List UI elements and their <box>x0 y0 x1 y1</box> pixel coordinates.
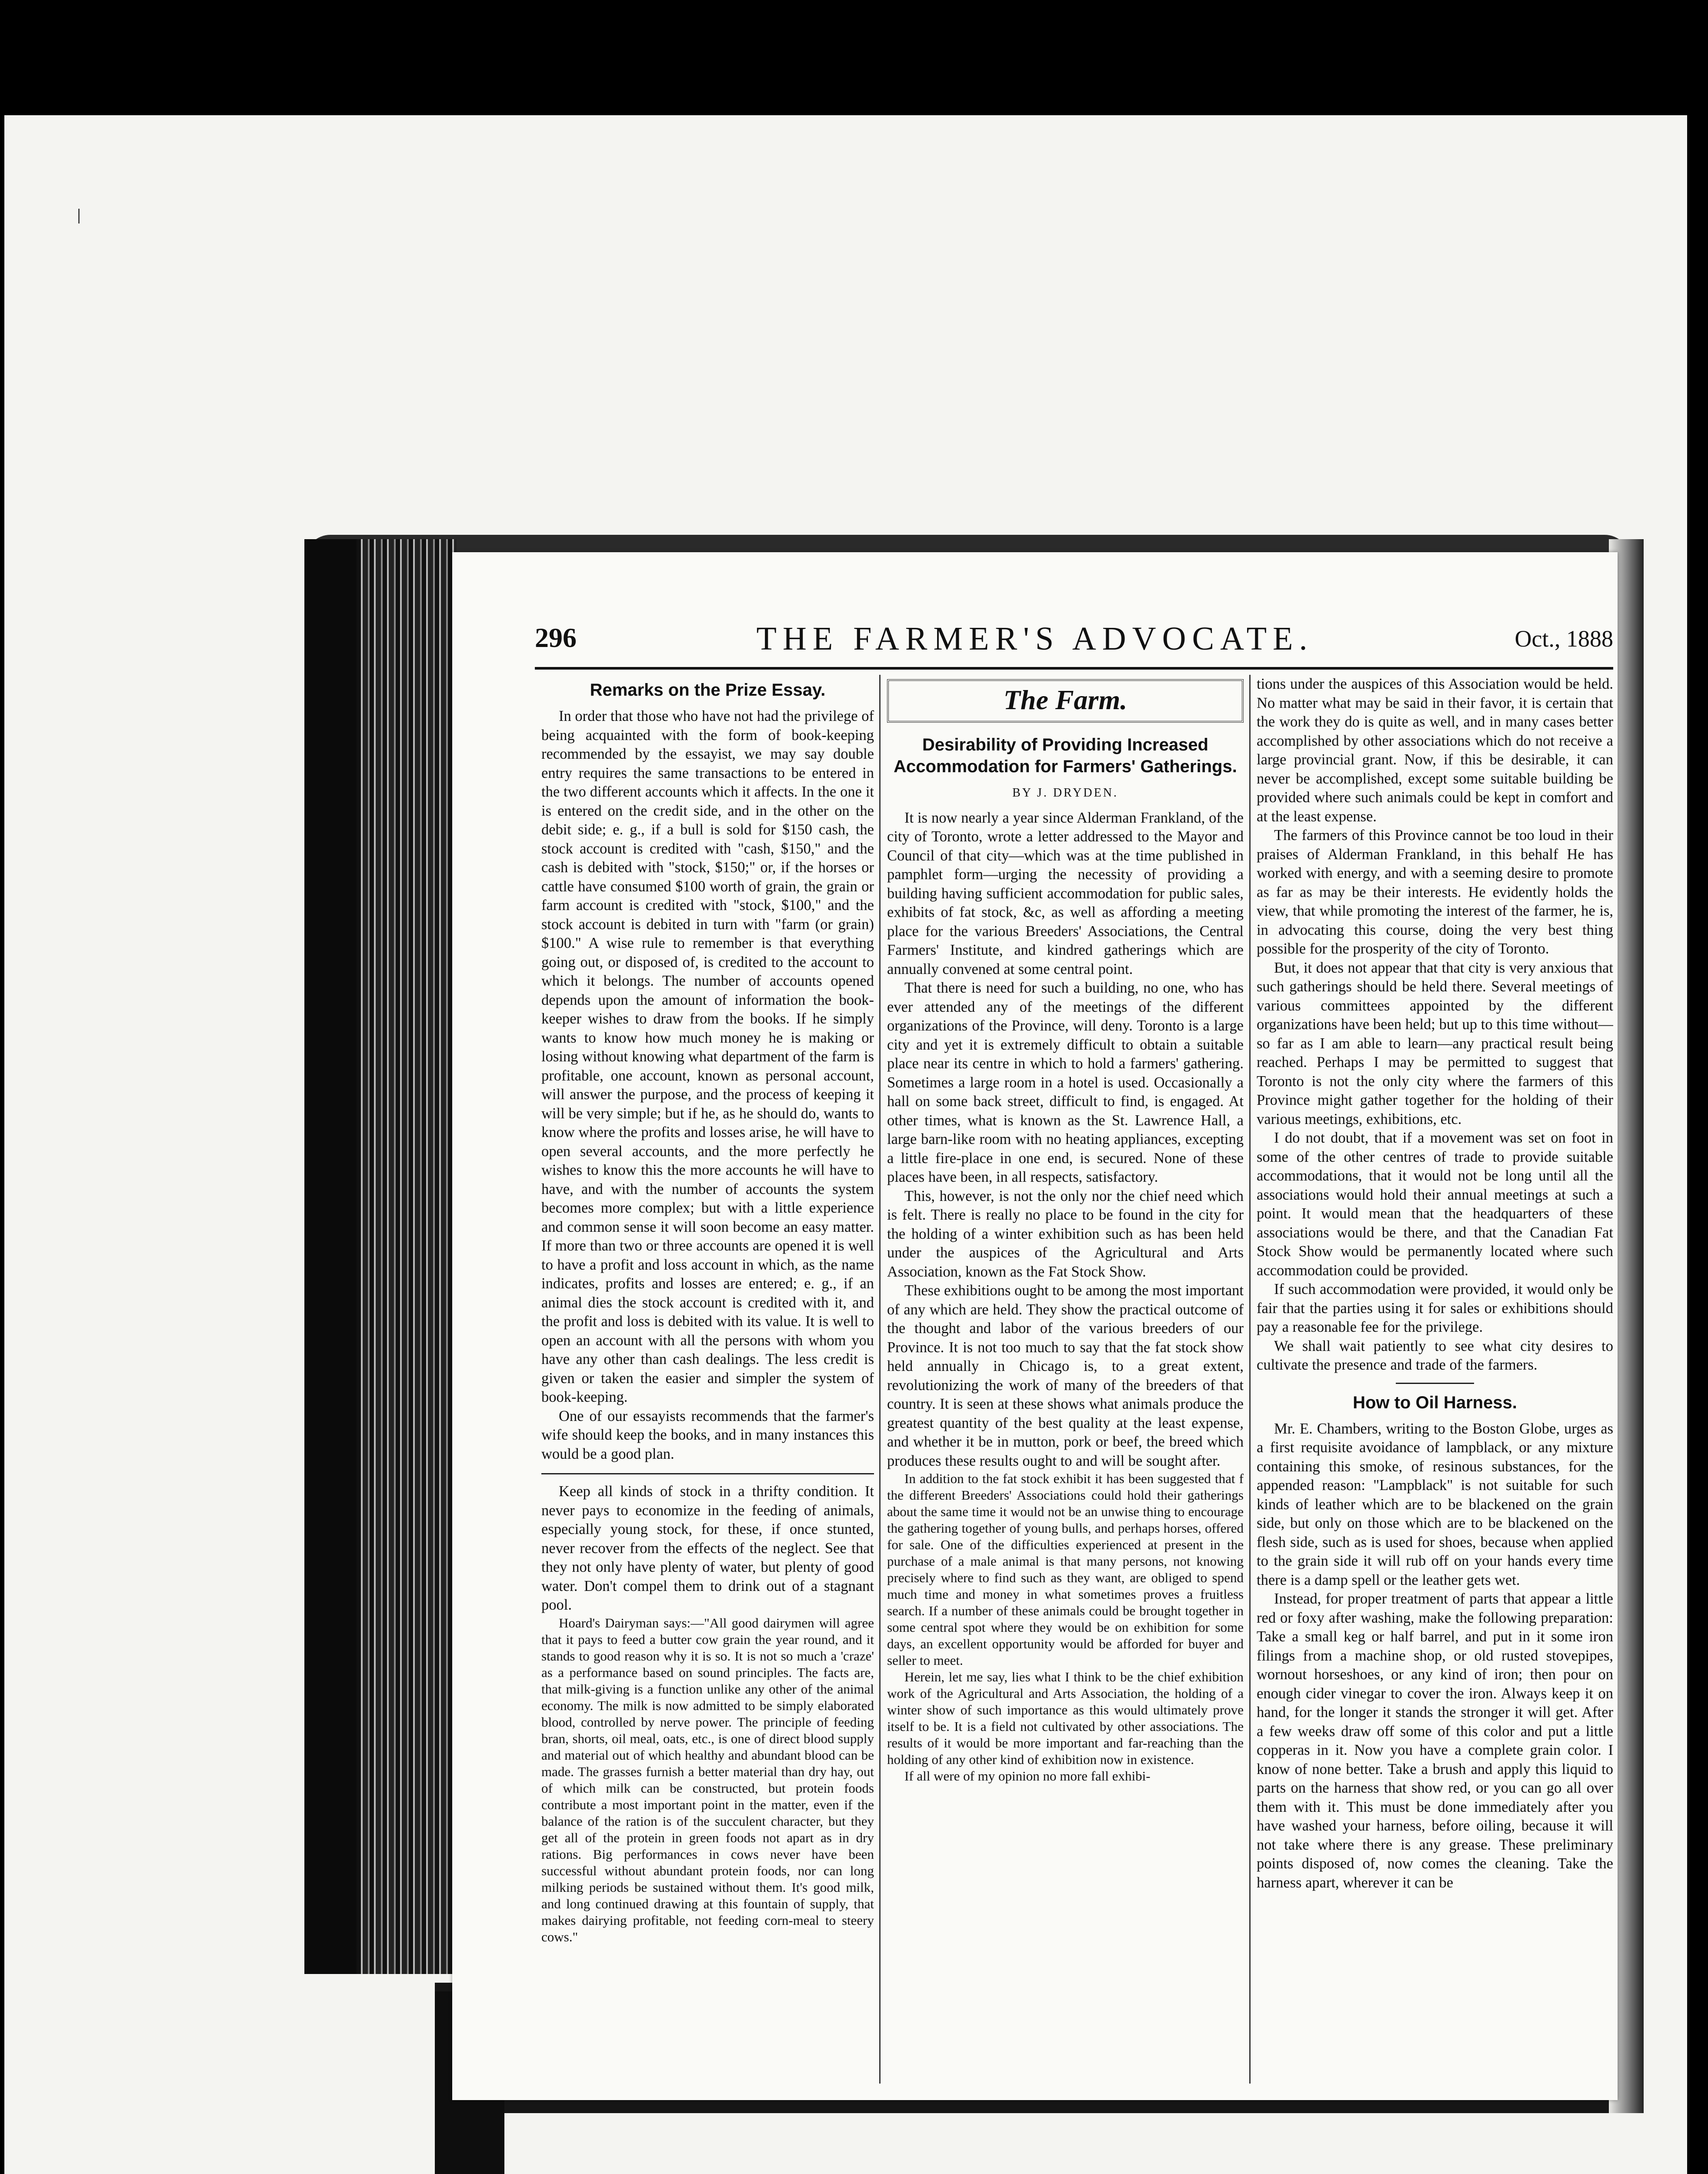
book-spine <box>304 539 357 1974</box>
article-paragraph: But, it does not appear that that city is very anxious that such gatherings should be held there. Several meetings of various committees appointed by the different organizations have been held; but up to this time without—so far as I am able to learn—any practical result being reached. Perhaps I may be permitted to suggest that Toronto is not the only city where the farmers of this Province might gather together for the holding of their various meetings, exhibitions, etc. <box>1257 959 1613 1127</box>
article-paragraph: We shall wait patiently to see what city desires to cultivate the presence and trade of the farmers. <box>1257 1337 1613 1373</box>
article-paragraph: The farmers of this Province cannot be too loud in their praises of Alderman Frankland, in this behalf He has worked with energy, and with a seeming desire to promote as far as may be their interests. He evidently holds the view, that while promoting the interest of the farmer, he is, in advocating this course, doing the very best thing possible for the prosperity of the city of Toronto. <box>1257 827 1613 957</box>
article-paragraph: I do not doubt, that if a movement was set on foot in some of the other centres of trade to provide suitable accommodations, that it would not be long until all the associations would hold their annual meetings at such a point. It would mean that the headquarters of these associations would be there, and that the Canadian Fat Stock Show would be permanently located where such accommodation could be provided. <box>1257 1130 1613 1279</box>
article-headline: How to Oil Harness. <box>1353 1393 1517 1412</box>
column-rule <box>1249 675 1251 2084</box>
masthead-rule <box>535 667 1613 670</box>
article-paragraph: If such accommodation were provided, it would only be fair that the parties using it for sales or exhibitions should pay a reasonable fee for the privilege. <box>1257 1281 1613 1335</box>
column-2 <box>887 675 1244 2088</box>
article-paragraph: It is now nearly a year since Alderman Frankland, of the city of Toronto, wrote a letter addressed to the Mayor and Council of that city—which was at the time published in pamphlet form—urging the necessity of providing a building having sufficient accommodation for public sales, exhibits of fat stock, &c, as well as affording a meeting place for the various Breeders' Associations, the Central Farmers' Institute, and kindred gatherings which are annually convened at some central point. <box>887 809 1244 977</box>
article-paragraph: In order that those who have not had the privilege of being acquainted with the form of book-keeping recommended by the essayist, we may say double entry requires the same transactions to be entered in the two different accounts which it affects. In the one it is entered on the credit side, and in the other on the debit side; e. g., if a bull is sold for $150 cash, the stock account is credited with "cash, $150," and the cash is debited with "stock, $150;" or, if the horses or cattle have consumed $100 worth of grain, the grain or farm account is credited with "stock, $100," and the stock account is debited in turn with "farm (or grain) $100." A wise rule to remember is that everything going out, or disposed of, is credited to the account to which it belongs. The number of accounts opened depends upon the amount of information the book-keeper wishes to draw from the books. If he simply wants to know how much money he is making or losing without knowing what department of the farm is profitable, one account, known as personal account, will answer the purpose, and the process of keeping it will be very simple; but if he, as he should do, wants to know where the profits and losses arise, he will have to open several accounts, and the more perfectly he wishes to know this the more accounts he will have to have, and with the number of accounts the system becomes more complex; but with a little experience and common sense it will soon become an easy matter. If more than two or three accounts are opened it is well to have a profit and loss account in which, as the name indicates, profits and losses are entered; e. g., if an animal dies the stock account is credited with it, and the profit and loss is debited with its value. It is well to open an account with all the persons with whom you have any other than cash dealings. The less credit is given or taken the easier and simpler the system of book-keeping. <box>541 708 874 1405</box>
masthead <box>535 617 1613 670</box>
article-paragraph: That there is need for such a building, no one, who has ever attended any of the meetings of the different organizations of the Province, will deny. Toronto is a large city and yet it is extremely difficult to obtain a suitable place near its centre in which to hold a farmers' gathering. Sometimes a large room in a hotel is used. Occasionally a hall on some back street, difficult to find, is engaged. At other times, what is known as the St. Lawrence Hall, a large barn-like room with no heating appliances, excepting a little fire-place in one end, is secured. None of these places have been, in all respects, satisfactory. <box>887 980 1244 1185</box>
article-paragraph: Keep all kinds of stock in a thrifty condition. It never pays to economize in the feeding of animals, especially young stock, for these, if once stunted, never recover from the effects of the neglect. See that they not only have plenty of water, but plenty of good water. Don't compel them to drink out of a stagnant pool. <box>541 1483 874 1613</box>
article-headline: Remarks on the Prize Essay. <box>590 680 826 700</box>
column-3 <box>1257 675 1613 2088</box>
scan-mark <box>78 209 80 223</box>
column-1 <box>541 675 874 2088</box>
article-byline: BY J. DRYDEN. <box>1012 786 1118 800</box>
article-paragraph: tions under the auspices of this Association would be held. No matter what may be said in their favor, it is certain that the work they do is quite as well, and in many cases better accomplished by other associations which do not receive a large provincial grant. Now, if this be desirable, it can never be accomplished, except some suitable building be provided where such animals could be kept in comfort and at the least expense. <box>1257 676 1613 825</box>
article-separator <box>541 1473 874 1474</box>
film-frame-top <box>0 0 1708 115</box>
article-paragraph: If all were of my opinion no more fall exhibi- <box>904 1768 1151 1784</box>
column-rule <box>879 675 881 2084</box>
department-heading-box <box>887 679 1244 723</box>
article-paragraph: Herein, let me say, lies what I think to be the chief exhibition work of the Agricultural and Arts Association, the holding of a winter show of such importance as this would ultimately prove itself to be. It is a field not cultivated by other associations. The results of it would be more important and far-reaching than the holding of any other kind of exhibition now in existence. <box>887 1669 1244 1767</box>
journal-title: THE FARMER'S ADVOCATE. <box>756 620 1314 657</box>
department-heading: The Farm. <box>1003 684 1128 715</box>
newspaper-page <box>452 552 1618 2100</box>
article-paragraph: These exhibitions ought to be among the most important of any which are held. They show the practical outcome of the thought and labor of the various breeders of our Province. It is not too much to say that the fat stock show held annually in Chicago is, to a great extent, revolutionizing the work of many of the breeders of that country. It is seen at these shows what animals produce the greatest quantity of the best quality at the least expense, and whether it be in mutton, pork or beef, the breed which produces these results ought to and will be sought after. <box>887 1282 1244 1469</box>
article-paragraph: Instead, for proper treatment of parts that appear a little red or foxy after washing, make the following preparation: Take a small keg or half barrel, and put in it some iron filings from a machine shop, or old rusted stovepipes, wornout horseshoes, or any kind of iron; then pour on enough cider vinegar to cover the iron. Always keep it on hand, for the longer it stands the stronger it will get. After a few weeks draw off some of this color and put a little copperas in it. Now you have a complete grain color. I know of none better. Take a brush and apply this liquid to parts on the harness that show red, or you can go all over them with it. This must be done immediately after you have washed your harness, before oiling, because it will not take where there is any grease. These preliminary points disposed of, now comes the cleaning. Take the harness apart, wherever it can be <box>1257 1590 1613 1891</box>
article-headline: Desirability of Providing Increased Accommodation for Farmers' Gatherings. <box>894 735 1237 776</box>
issue-date: Oct., 1888 <box>1515 626 1613 652</box>
article-paragraph: Hoard's Dairyman says:—"All good dairymen will agree that it pays to feed a butter cow grain the year round, and it stands to good reason why it is so. It is not so much a 'craze' as a performance based on sound principles. The facts are, that milk-giving is a function unlike any other of the animal economy. The milk is now admitted to be simply elaborated blood, controlled by nerve power. The principle of feeding bran, shorts, oil meal, oats, etc., is one of direct blood supply and material out of which healthy and abundant blood can be made. The grasses furnish a better material than dry hay, out of which milk can be constructed, but protein foods contribute a most important point in the matter, even if the balance of the ration is of the succulent character, but they get all of the protein in green foods not apart as in dry rations. Big performances in cows never have been successful without abundant protein foods, nor can long milking periods be sustained without them. It's good milk, and long continued drawing at this fountain of supply, that makes dairying profitable, not feeding corn-meal to steery cows." <box>541 1615 874 1944</box>
film-edge-left <box>0 115 4 2174</box>
article-paragraph: This, however, is not the only nor the chief need which is felt. There is really no place to be found in the city for the holding of a winter exhibition such as has been held under the auspices of the Agricultural and Arts Association, known as the Fat Stock Show. <box>887 1187 1244 1280</box>
article-paragraph: Mr. E. Chambers, writing to the Boston Globe, urges as a first requisite avoidance of lampblack, or any mixture containing this smoke, of resinous substances, for the appended reason: "Lampblack" is not suitable for such kinds of leather which are to be blackened on the grain side, but only on those which are to be blackened on the flesh side, such as is used for shoes, because when applied to the grain side it will rub off on your hands every time there is a damp spell or the leather gets wet. <box>1257 1420 1613 1588</box>
page-number: 296 <box>535 622 577 653</box>
article-separator <box>1396 1383 1474 1384</box>
article-paragraph: One of our essayists recommends that the farmer's wife should keep the books, and in many instances this would be a good plan. <box>541 1407 874 1462</box>
film-edge-right <box>1687 115 1708 2174</box>
article-paragraph: In addition to the fat stock exhibit it has been suggested that f the different Breeders' Associations could hold their gatherings about the same time it would not be an unwise thing to encourage the gathering together of young bulls, and perhaps horses, offered for sale. One of the difficulties experienced at present in the purchase of a male animal is that many persons, not knowing precisely where to find such as they want, are obliged to spend much time and money in what sometimes proves a fruitless search. If a number of these animals could be brought together in some central spot where they would be on exhibition for some days, an excellent opportunity would be afforded for buyer and seller to meet. <box>887 1471 1244 1668</box>
